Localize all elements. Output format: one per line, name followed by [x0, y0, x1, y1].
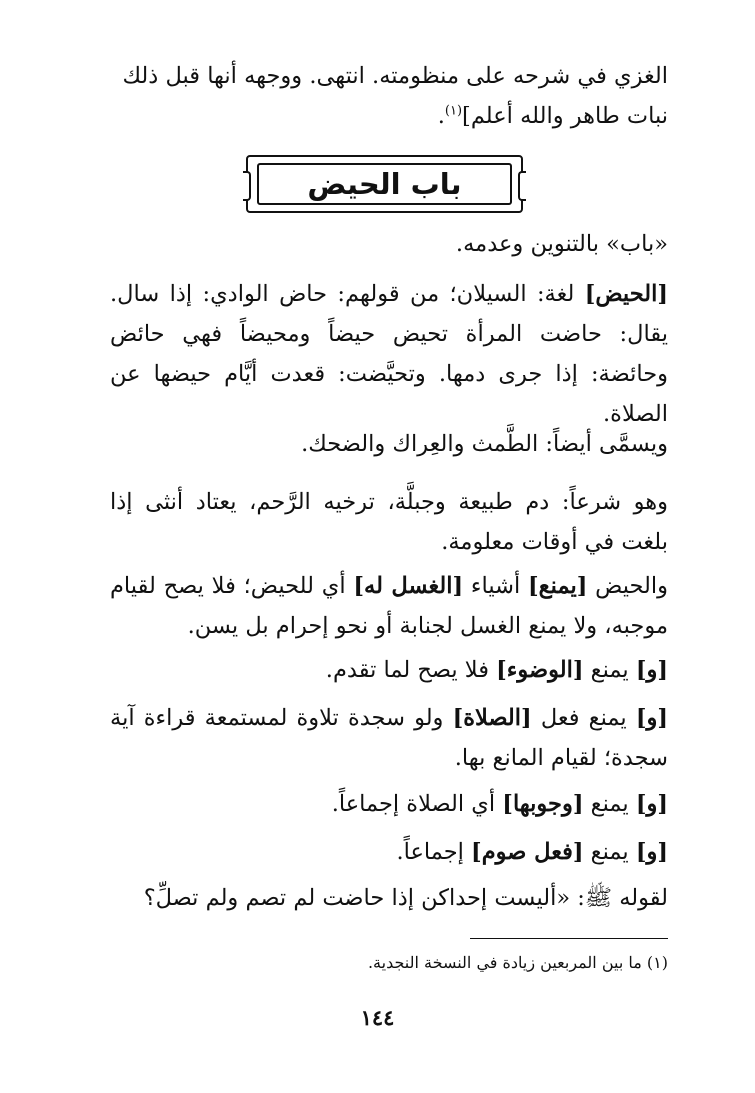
paragraph: وهو شرعاً: دم طبيعة وجبلَّة، ترخيه الرَّحم، يعتاد أنثى إذا بلغت في أوقات معلومة. [110, 489, 668, 555]
frame-ornament [518, 171, 526, 201]
bracketed-term: [الحيض] [584, 281, 668, 307]
bracketed-term: [الوضوء] [496, 657, 584, 683]
text-line: نبات طاهر والله أعلم]$^{(١)}$. [437, 103, 668, 129]
bracketed-term: [الصلاة] [452, 705, 532, 731]
paragraph: ويسمَّى أيضاً: الطَّمث والعِراك والضحك. [301, 431, 668, 457]
paragraph: [الحيض] لغة: السيلان؛ من قولهم: حاض الوادي: إذا سال. يقال: حاضت المرأة تحيض حيضاً ومحيضاً فهي حائض وحائضة: إذا جرى دمها. وتحيَّضت: قعدت أيَّام حيضها عن الصلاة. [110, 281, 668, 427]
frame-ornament [243, 171, 251, 201]
bracketed-term: [وجوبها] [502, 791, 584, 817]
chapter-heading-frame [246, 155, 523, 213]
paragraph: [و] يمنع [الوضوء] فلا يصح لما تقدم. [325, 657, 668, 683]
paragraph: لقوله ﷺ: «أليست إحداكن إذا حاضت لم تصم ولم تصلِّ؟ [143, 885, 668, 911]
footnote-reference[interactable]: (١) [444, 103, 463, 119]
text-line: الغزي في شرحه على منظومته. انتهى. ووجهه أنها قبل ذلك [122, 63, 668, 89]
paragraph: والحيض [يمنع] أشياء [الغسل له] أي للحيض؛ فلا يصح لقيام موجبه، ولا يمنع الغسل لجنابة أو نحو إحرام بل يسن. [110, 573, 668, 639]
footnote-separator [470, 938, 668, 939]
page-number: ١٤٤ [360, 1005, 395, 1030]
bracketed-term: [فعل صوم] [471, 839, 584, 865]
continued-paragraph [110, 56, 668, 136]
paragraph: «باب» بالتنوين وعدمه. [455, 231, 668, 257]
paragraph: [و] يمنع فعل [الصلاة] ولو سجدة تلاوة لمستمعة قراءة آية سجدة؛ لقيام المانع بها. [110, 705, 668, 771]
chapter-heading: باب الحيض [307, 167, 462, 201]
bracketed-term: [يمنع] [528, 573, 588, 599]
bracketed-term: [الغسل له] [353, 573, 464, 599]
paragraph: [و] يمنع [وجوبها] أي الصلاة إجماعاً. [331, 791, 668, 817]
paragraph: [و] يمنع [فعل صوم] إجماعاً. [396, 839, 668, 865]
footnote: (١) ما بين المربعين زيادة في النسخة النجدية. [367, 953, 668, 972]
